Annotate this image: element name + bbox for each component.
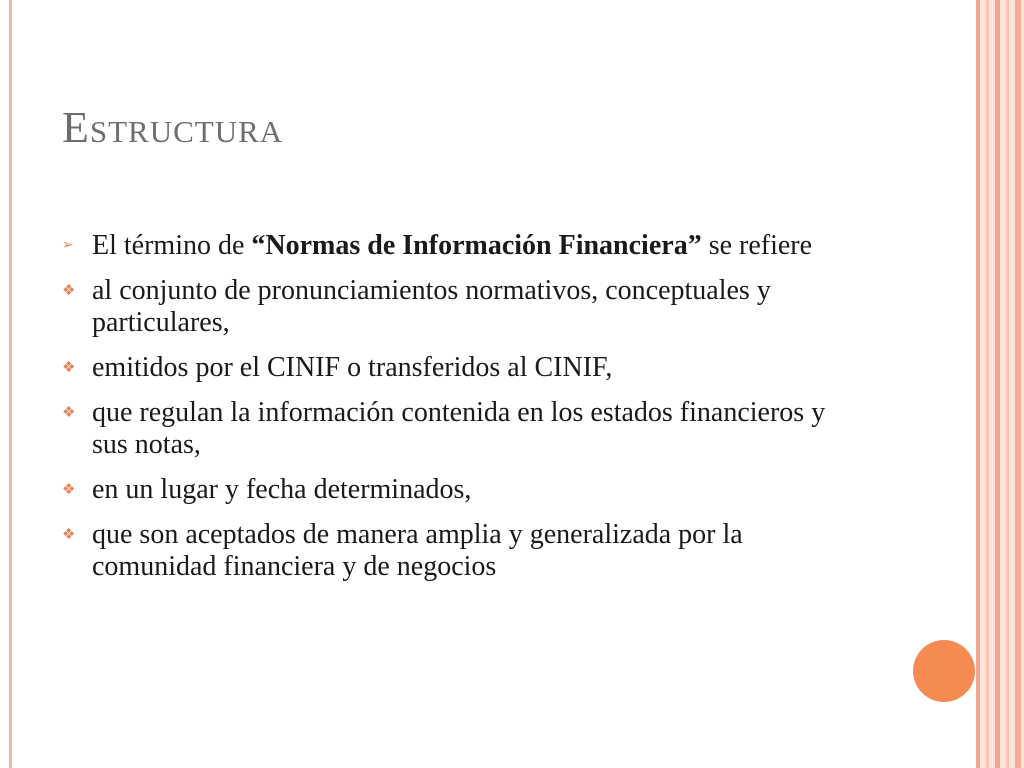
decorative-stripe xyxy=(1006,0,1009,768)
bullet-text: emitidos por el CINIF o transferidos al CINIF, xyxy=(92,352,613,383)
decorative-stripe xyxy=(995,0,1000,768)
bullet-text: en un lugar y fecha determinados, xyxy=(92,474,472,505)
diamond-bullet-icon: ❖ xyxy=(62,527,76,543)
decorative-stripe xyxy=(986,0,989,768)
bullet-item xyxy=(62,352,862,384)
bullet-list xyxy=(62,230,862,596)
bullet-item xyxy=(62,275,862,339)
bullet-item xyxy=(62,397,862,461)
diamond-bullet-icon: ❖ xyxy=(62,405,76,421)
left-border-line xyxy=(9,0,12,768)
bullet-item xyxy=(62,474,862,506)
slide-title: Estructura xyxy=(62,103,284,152)
decorative-circle xyxy=(913,640,975,702)
arrow-bullet-icon: ➢ xyxy=(62,238,74,253)
diamond-bullet-icon: ❖ xyxy=(62,283,76,299)
bullet-text-suffix: se refiere xyxy=(701,230,813,261)
bullet-text: al conjunto de pronunciamientos normativos, conceptuales y particulares, xyxy=(92,275,771,338)
diamond-bullet-icon: ❖ xyxy=(62,360,76,376)
diamond-bullet-icon: ❖ xyxy=(62,482,76,498)
bullet-text: que son aceptados de manera amplia y generalizada por la comunidad financiera y de negocios xyxy=(92,519,743,582)
bullet-text-prefix: El término de xyxy=(92,230,252,261)
bullet-item xyxy=(62,230,862,262)
bullet-item xyxy=(62,519,862,583)
bullet-text-emphasis: “Normas de Información Financiera” xyxy=(251,230,702,261)
decorative-stripe xyxy=(976,0,980,768)
bullet-text: que regulan la información contenida en los estados financieros y sus notas, xyxy=(92,397,826,460)
decorative-stripe xyxy=(1015,0,1021,768)
